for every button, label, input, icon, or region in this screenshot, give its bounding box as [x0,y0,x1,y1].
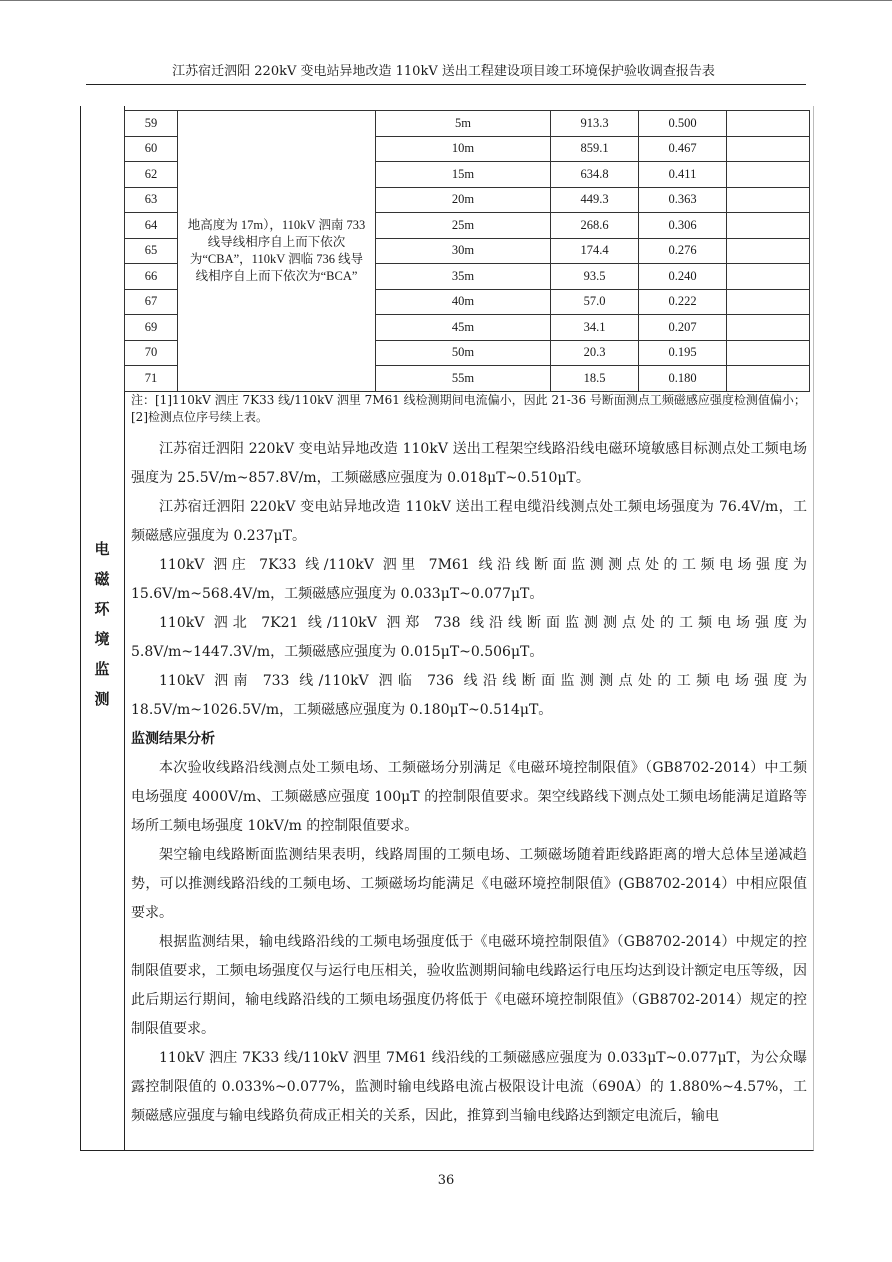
electric-field-cell: 18.5 [551,366,639,392]
side-label-char: 监 [94,660,110,678]
magnetic-field-cell: 0.195 [639,340,727,366]
page-number: 36 [437,1173,455,1188]
magnetic-field-cell: 0.222 [639,289,727,315]
magnetic-field-cell: 0.240 [639,264,727,290]
empty-cell [727,111,810,137]
distance-cell: 15m [376,162,551,188]
electric-field-cell: 93.5 [551,264,639,290]
side-label-char: 磁 [94,570,110,588]
electric-field-cell: 20.3 [551,340,639,366]
magnetic-field-cell: 0.180 [639,366,727,392]
monitoring-data-table [124,110,810,392]
empty-cell [727,162,810,188]
point-number-cell: 65 [125,238,178,264]
electric-field-cell: 859.1 [551,136,639,162]
electric-field-cell: 174.4 [551,238,639,264]
electric-field-cell: 268.6 [551,213,639,239]
distance-cell: 55m [376,366,551,392]
empty-cell [727,264,810,290]
empty-cell [727,213,810,239]
point-number-cell: 64 [125,213,178,239]
point-number-cell: 69 [125,315,178,341]
empty-cell [727,315,810,341]
electric-field-cell: 913.3 [551,111,639,137]
empty-cell [727,238,810,264]
distance-cell: 45m [376,315,551,341]
electric-field-cell: 449.3 [551,187,639,213]
section-side-label [80,534,124,714]
distance-cell: 40m [376,289,551,315]
empty-cell [727,289,810,315]
point-number-cell: 67 [125,289,178,315]
distance-cell: 25m [376,213,551,239]
magnetic-field-cell: 0.276 [639,238,727,264]
paragraph: 110kV 泗庄 7K33 线/110kV 泗里 7M61 线沿线断面监测测点处的工频电场强度为 15.6V/m~568.4V/m，工频磁感应强度为 0.033μT~0.077μT。 [131,557,807,602]
magnetic-field-cell: 0.500 [639,111,727,137]
electric-field-cell: 634.8 [551,162,639,188]
table-note: 注：[1]110kV 泗庄 7K33 线/110kV 泗里 7M61 线检测期间电流偏小，因此 21-36 号断面测点工频磁感应强度检测值偏小；[2]检测点位序号续上表。 [131,393,806,424]
point-number-cell: 62 [125,162,178,188]
header-rule [86,84,806,85]
magnetic-field-cell: 0.306 [639,213,727,239]
distance-cell: 30m [376,238,551,264]
line-description-text: 地高度为 17m），110kV 泗南 733 线导线相序自上而下依次为“CBA”，110kV 泗临 736 线导线相序自上而下依次为“BCA” [187,217,366,283]
body-content [131,435,807,1131]
side-label-char: 测 [94,690,110,708]
distance-cell: 50m [376,340,551,366]
empty-cell [727,366,810,392]
point-number-cell: 70 [125,340,178,366]
empty-cell [727,340,810,366]
analysis-heading: 监测结果分析 [131,731,215,747]
paragraph: 架空输电线路断面监测结果表明，线路周围的工频电场、工频磁场随着距线路距离的增大总体呈递减趋势，可以推测线路沿线的工频电场、工频磁场均能满足《电磁环境控制限值》(GB8702-2014）中相应限值要求。 [131,847,807,921]
magnetic-field-cell: 0.411 [639,162,727,188]
empty-cell [727,136,810,162]
line-description-cell [178,111,376,392]
empty-cell [727,187,810,213]
magnetic-field-cell: 0.363 [639,187,727,213]
paragraph: 根据监测结果，输电线路沿线的工频电场强度低于《电磁环境控制限值》（GB8702-2014）中规定的控制限值要求，工频电场强度仅与运行电压相关，验收监测期间输电线路运行电压均达到设计额定电压等级，因此后期运行期间，输电线路沿线的工频电场强度仍将低于《电磁环境控制限值》（GB8702-2014）规定的控制限值要求。 [131,934,807,1037]
point-number-cell: 60 [125,136,178,162]
magnetic-field-cell: 0.467 [639,136,727,162]
paragraph: 江苏宿迁泗阳 220kV 变电站异地改造 110kV 送出工程电缆沿线测点处工频电场强度为 76.4V/m，工频磁感应强度为 0.237μT。 [131,499,807,544]
point-number-cell: 63 [125,187,178,213]
distance-cell: 10m [376,136,551,162]
table-row [125,111,810,137]
side-label-char: 环 [94,600,110,618]
paragraph: 110kV 泗南 733 线/110kV 泗临 736 线沿线断面监测测点处的工频电场强度为 18.5V/m~1026.5V/m，工频磁感应强度为 0.180μT~0.514μT。 [131,673,807,718]
distance-cell: 20m [376,187,551,213]
paragraph: 江苏宿迁泗阳 220kV 变电站异地改造 110kV 送出工程架空线路沿线电磁环境敏感目标测点处工频电场强度为 25.5V/m~857.8V/m，工频磁感应强度为 0.018μT~0.510μT。 [131,441,807,486]
electric-field-cell: 34.1 [551,315,639,341]
page-header: 江苏宿迁泗阳 220kV 变电站异地改造 110kV 送出工程建设项目竣工环境保护验收调查报告表 [172,64,715,79]
paragraph: 110kV 泗庄 7K33 线/110kV 泗里 7M61 线沿线的工频磁感应强度为 0.033μT~0.077μT，为公众曝露控制限值的 0.033%~0.077%，监测时输电线路电流占极限设计电流（690A）的 1.880%~4.57%，工频磁感应强度与输电线路负荷成正相关的关系，因此，推算到当输电线路达到额定电流后，输电 [131,1050,807,1124]
point-number-cell: 59 [125,111,178,137]
top-border-line [0,0,892,1]
side-label-char: 境 [94,630,110,648]
point-number-cell: 71 [125,366,178,392]
magnetic-field-cell: 0.207 [639,315,727,341]
paragraph: 本次验收线路沿线测点处工频电场、工频磁场分别满足《电磁环境控制限值》（GB8702-2014）中工频电场强度 4000V/m、工频磁感应强度 100μT 的控制限值要求。架空线路线下测点处工频电场能满足道路等场所工频电场强度 10kV/m 的控制限值要求。 [131,760,807,834]
electric-field-cell: 57.0 [551,289,639,315]
point-number-cell: 66 [125,264,178,290]
distance-cell: 5m [376,111,551,137]
side-label-char: 电 [94,540,110,558]
distance-cell: 35m [376,264,551,290]
paragraph: 110kV 泗北 7K21 线/110kV 泗郑 738 线沿线断面监测测点处的工频电场强度为 5.8V/m~1447.3V/m，工频磁感应强度为 0.015μT~0.506μT。 [131,615,807,660]
